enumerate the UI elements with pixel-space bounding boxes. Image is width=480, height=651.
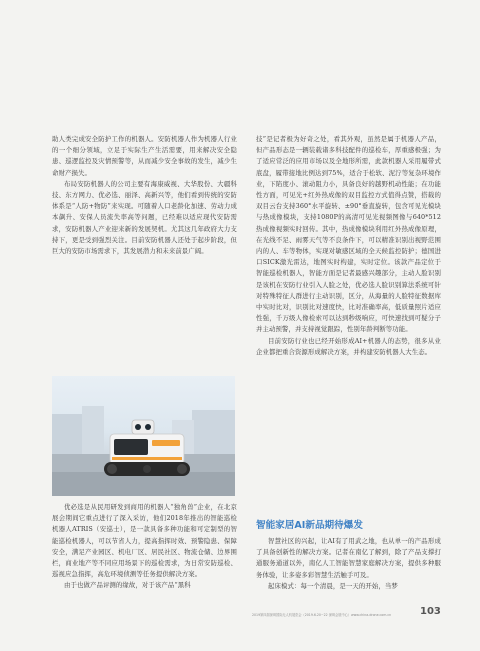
paragraph: 智慧社区的兴起，让AI有了用武之地，也从单一的产品形成了具备创新性的解决方案。记者在南亿了解到，除了产品支撑打通服务通道以外，南亿人工智能智慧家庭解决方案，提供多种服务体验，让多姿多彩智慧生活触手可及。	[256, 537, 441, 579]
paragraph: 布局安防机器人的公司主要有海康威视、大华股份、大疆科技、东方网力、优必选、丽泽、高新兴等，他们看到传统的安防体系是“人防+物防”来实现。可随着人口老龄化加速、劳动力成本飙升、安保人员流失率高等问题，已经难以适应现代安防需求，安防机器人产业迎来新的发展契机。尤其这几年政府大力支持下，更是受到强烈关注。目前安防机器人还处于起步阶段，但巨大的安防市场需求下，其发展潜力和未来前景广阔。	[52, 179, 237, 256]
left-column-continued	[52, 502, 237, 592]
paragraph: 由于也做产品评测的缘故，对于该产品“黑科	[64, 581, 191, 590]
right-column-continued	[256, 536, 441, 592]
paragraph: 助人类完成安全防护工作的机器人。安防机器人作为机器人行业的一个细分领域，立足于实际生产生活需要，用来解决安全隐患、巡逻监控及灾情预警等，从而减少安全事故的发生，减少生命财产损失。	[52, 135, 237, 177]
left-column	[52, 134, 237, 257]
robot-illustration	[52, 376, 235, 496]
paragraph: 起床模式：每一个清晨，是一天的开始，当梦	[268, 581, 398, 590]
paragraph: 技”是记者极为好奇之处，看其外观，虽然是属于机器人产品，但产品形态是一辆装载诸多科技配件的巡检车，厚重感极强；为了适应常泛的应用市场以及全地形所需，此款机器人采用履带式底盘，履带接地比例达到75%，适合于松软、泥泞等复杂环境作业，下陷度小、滚动阻力小，具备良好的越野机动性能；在功能性方面，可见光+红外热成像的双目监控方式值得点赞，搭载的双目云台支持360°水平旋转、±90°垂直旋转，包含可见光模块与热成像模块，支持1080P的高清可见光视频图像与640*512热成像视频实时回传。其中，热成像模块利用红外热成像原理，在光线不足、雨雾天气等不良条件下，可以精准识别出视野范围内的人、车等物体，实现对敏感区域的全天候监控防护；德国进口SICK激光雷达，地图实时构建，实时定位。该款产品定位于智能巡检机器人，智能方面是记者最感兴趣部分，主动人脸识别是该机在安防行业引入人脸之处，优必选人脸识别算法系统可针对特殊特征人群进行主动识别，区分，从海量的人脸特征数据库中实时比对，识别比对速度快，比对准确率高，低质量照片适应性强，千万级人像检索可以达到秒级响应，可快速找到可疑分子并主动预警，并支持视觉跟踪，性别年龄判断等功能。	[256, 135, 441, 334]
right-column	[256, 134, 441, 358]
paragraph: 目前安防行业也已经开始形成AI+机器人的态势，很多从业企业都把重合资源形成解决方案，并构建安防机器人大生态。	[256, 336, 441, 356]
section-heading: 智能家居AI新品期待爆发	[256, 520, 363, 531]
footer-text: 2019第四届深圳国际无人机展览会（2019.6.20~22 深圳会展中心）www.china-drone.com.cn	[252, 613, 392, 617]
page-number: 103	[420, 606, 441, 617]
paragraph: 优必选是从民用研发到商用的机器人“独角兽”企业，在北京展会期间它重点进行了深入采访，他们2018年推出的智能巡检机器人ATRIS（安巡士），是一款具备多种功能和可定制型的智能巡检机器人，可以节省人力，提高指挥时效、预警隐患、保障安全，满足产业园区、机电厂区、居民社区、物流仓储、边界围栏，商业地产等不同应用场景下的巡检需求，为日常安防巡检、巡视应急指挥，高危环境侦测等任务提供解决方案。	[52, 503, 237, 579]
security-robot-photo	[52, 376, 235, 496]
